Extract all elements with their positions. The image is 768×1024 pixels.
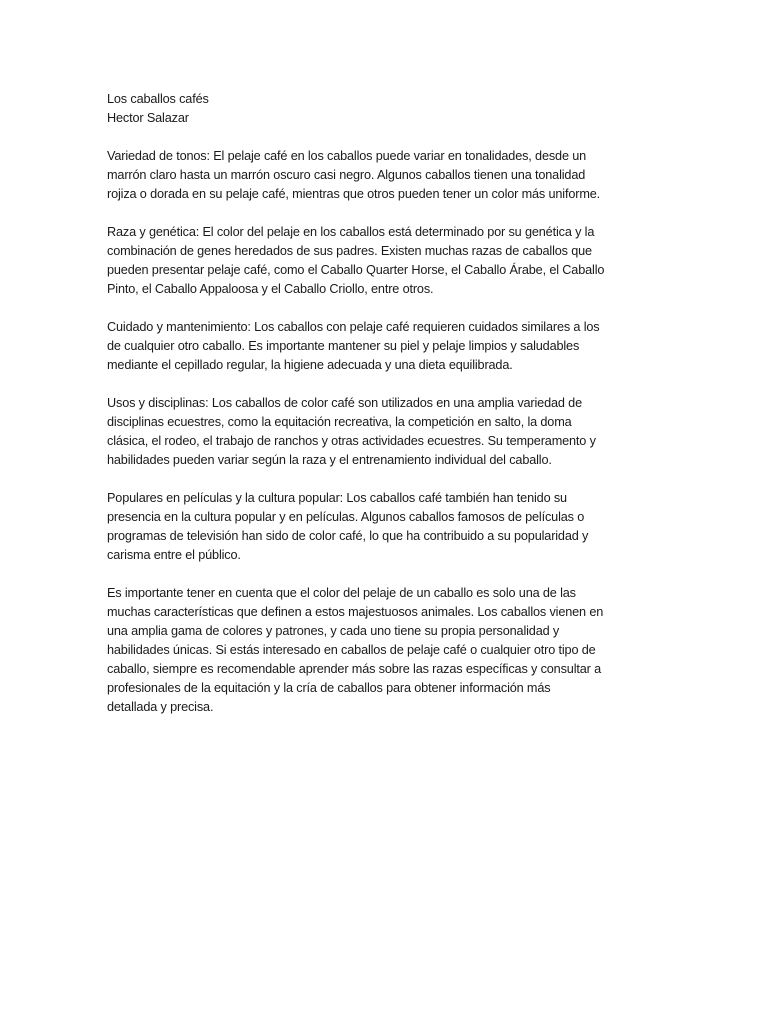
paragraph-line: Populares en películas y la cultura popular: Los caballos café también han tenido su	[107, 491, 567, 505]
paragraph-line: marrón claro hasta un marrón oscuro casi negro. Algunos caballos tienen una tonalidad	[107, 168, 586, 182]
paragraph-line: pueden presentar pelaje café, como el Caballo Quarter Horse, el Caballo Árabe, el Caballo	[107, 263, 605, 277]
paragraph-line: una amplia gama de colores y patrones, y cada uno tiene su propia personalidad y	[107, 624, 560, 638]
paragraph-variedad-de-tonos	[107, 147, 667, 204]
paragraph-line: disciplinas ecuestres, como la equitación recreativa, la competición en salto, la doma	[107, 415, 572, 429]
paragraph-line: programas de televisión han sido de color café, lo que ha contribuido a su popularidad y	[107, 529, 589, 543]
paragraph-raza-y-genetica	[107, 223, 667, 299]
paragraph-line: de cualquier otro caballo. Es importante mantener su piel y pelaje limpios y saludables	[107, 339, 580, 353]
document-body	[107, 90, 667, 736]
paragraph-line: habilidades únicas. Si estás interesado en caballos de pelaje café o cualquier otro tipo de	[107, 643, 596, 657]
paragraph-cuidado-y-mantenimiento	[107, 318, 667, 375]
paragraph-usos-y-disciplinas	[107, 394, 667, 470]
paragraph-line: profesionales de la equitación y la cría de caballos para obtener información más	[107, 681, 551, 695]
paragraph-line: Raza y genética: El color del pelaje en los caballos está determinado por su genética y la	[107, 225, 595, 239]
paragraph-line: Cuidado y mantenimiento: Los caballos con pelaje café requieren cuidados similares a los	[107, 320, 600, 334]
document-header	[107, 90, 667, 128]
paragraph-line: Pinto, el Caballo Appaloosa y el Caballo Criollo, entre otros.	[107, 282, 434, 296]
paragraph-line: detallada y precisa.	[107, 700, 214, 714]
paragraph-populares-en-peliculas	[107, 489, 667, 565]
paragraph-line: habilidades pueden variar según la raza y el entrenamiento individual del caballo.	[107, 453, 552, 467]
paragraph-line: clásica, el rodeo, el trabajo de ranchos y otras actividades ecuestres. Su temperamento y	[107, 434, 596, 448]
paragraph-line: muchas características que definen a estos majestuosos animales. Los caballos vienen en	[107, 605, 604, 619]
paragraph-line: caballo, siempre es recomendable aprender más sobre las razas específicas y consultar a	[107, 662, 601, 676]
paragraph-line: Usos y disciplinas: Los caballos de color café son utilizados en una amplia variedad de	[107, 396, 582, 410]
paragraph-line: carisma entre el público.	[107, 548, 241, 562]
document-author: Hector Salazar	[107, 111, 189, 125]
paragraph-conclusion	[107, 584, 667, 717]
paragraph-line: presencia en la cultura popular y en películas. Algunos caballos famosos de películas o	[107, 510, 585, 524]
paragraph-line: mediante el cepillado regular, la higiene adecuada y una dieta equilibrada.	[107, 358, 513, 372]
paragraph-line: Es importante tener en cuenta que el color del pelaje de un caballo es solo una de las	[107, 586, 576, 600]
document-title: Los caballos cafés	[107, 92, 209, 106]
paragraph-line: rojiza o dorada en su pelaje café, mientras que otros pueden tener un color más uniforme.	[107, 187, 601, 201]
paragraph-line: Variedad de tonos: El pelaje café en los caballos puede variar en tonalidades, desde un	[107, 149, 587, 163]
paragraph-line: combinación de genes heredados de sus padres. Existen muchas razas de caballos que	[107, 244, 592, 258]
